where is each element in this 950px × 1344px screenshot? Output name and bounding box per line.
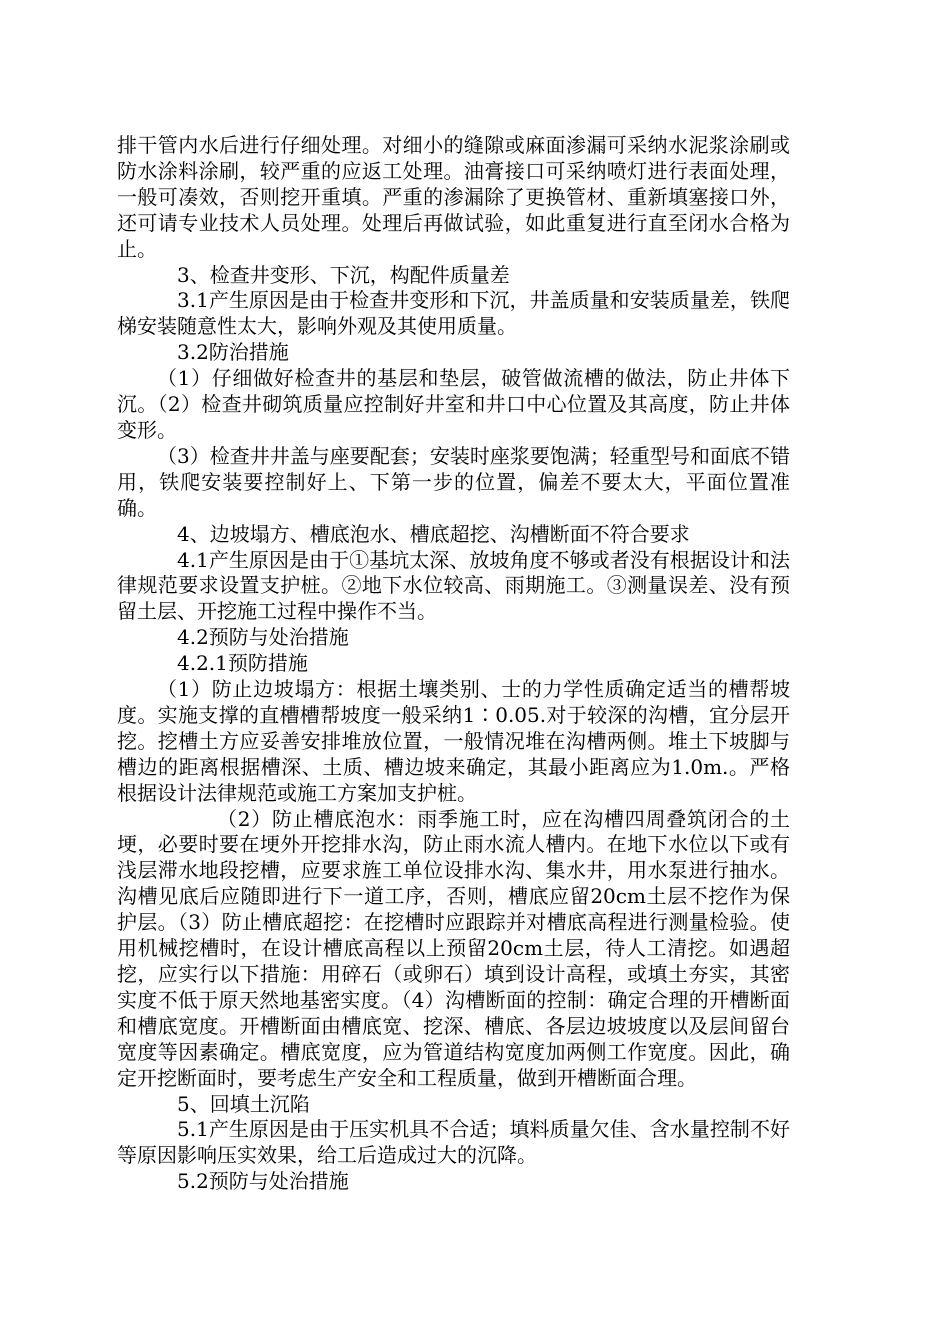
paragraph-4-2-1-item-1: （1）防止边坡塌方：根据土壤类别、士的力学性质确定适当的槽帮坡度。实施支撑的直槽槽帮坡度一般采纳1∶0.05.对于较深的沟槽，宜分层开挖。挖槽土方应妥善安排堆放位置，一般情况堆在沟槽两侧。堆土下坡脚与槽边的距离根据槽深、土质、槽边坡来确定，其最小距离应为1.0m.。严格根据设计法律规范或施工方案加支护桩。 bbox=[117, 677, 790, 805]
paragraph-4-2-1-items-2-4: （2）防止槽底泡水：雨季施工时，应在沟槽四周叠筑闭合的土埂，必要时要在埂外开挖排水沟，防止雨水流人槽内。在地下水位以下或有浅层滞水地段挖槽，应要求旌工单位设排水沟、集水井，用水泵进行抽水。沟槽见底后应随即进行下一道工序，否则，槽底应留20cm土层不挖作为保护层。（3）防止槽底超挖：在挖槽时应跟踪并对槽底高程进行测量检验。使用机械挖槽时，在设计槽底高程以上预留20cm土层，待人工清挖。如遇超挖，应实行以下措施：用碎石（或卵石）填到设计高程，或填土夯实，其密实度不低于原天然地基密实度。（4）沟槽断面的控制：确定合理的开槽断面和槽底宽度。开槽断面由槽底宽、挖深、槽底、各层边坡坡度以及层间留台宽度等因素确定。槽底宽度，应为管道结构宽度加两侧工作宽度。因此，确定开挖断面时，要考虑生产安全和工程质量，做到开槽断面合理。 bbox=[117, 806, 790, 1090]
section-heading-5: 5、回填土沉陷 bbox=[177, 1091, 310, 1116]
paragraph-5-1: 5.1产生原因是由于压实机具不合适；填料质量欠佳、含水量控制不好等原因影响压实效果，给工后造成过大的沉降。 bbox=[117, 1117, 790, 1168]
subheading-3-2: 3.2防治措施 bbox=[177, 340, 289, 365]
paragraph-3-2-item-3: （3）检查井井盖与座要配套；安装时座浆要饱满；轻重型号和面底不错用，铁爬安装要控制好上、下第一步的位置，偏差不要太大，平面位置准确。 bbox=[117, 443, 790, 520]
section-heading-3: 3、检查井变形、下沉，构配件质量差 bbox=[177, 262, 510, 287]
section-heading-4: 4、边坡塌方、槽底泡水、槽底超挖、沟槽断面不符合要求 bbox=[177, 521, 690, 546]
subheading-4-2: 4.2预防与处治措施 bbox=[177, 625, 349, 650]
subheading-4-2-1: 4.2.1预防措施 bbox=[177, 651, 308, 676]
paragraph-continuation: 排干管内水后进行仔细处理。对细小的缝隙或麻面渗漏可采纳水泥浆涂刷或防水涂料涂刷，较严重的应返工处理。油膏接口可采纳喷灯进行表面处理，一般可凑效，否则挖开重填。严重的渗漏除了更换管材、重新填塞接口外，还可请专业技术人员处理。处理后再做试验，如此重复进行直至闭水合格为止。 bbox=[117, 133, 790, 261]
subheading-5-2: 5.2预防与处治措施 bbox=[177, 1169, 349, 1194]
paragraph-3-2-items-1-2: （1）仔细做好检查井的基层和垫层，破管做流槽的做法，防止井体下沉。（2）检查井砌筑质量应控制好井室和井口中心位置及其高度，防止井体变形。 bbox=[117, 366, 790, 442]
paragraph-4-1: 4.1产生原因是由于①基坑太深、放坡角度不够或者没有根据设计和法律规范要求设置支护桩。②地下水位较高、雨期施工。③测量误差、没有预留土层、开挖施工过程中操作不当。 bbox=[117, 547, 790, 624]
paragraph-3-1: 3.1产生原因是由于检查井变形和下沉，井盖质量和安装质量差，铁爬梯安装随意性太大，影响外观及其使用质量。 bbox=[117, 288, 790, 339]
